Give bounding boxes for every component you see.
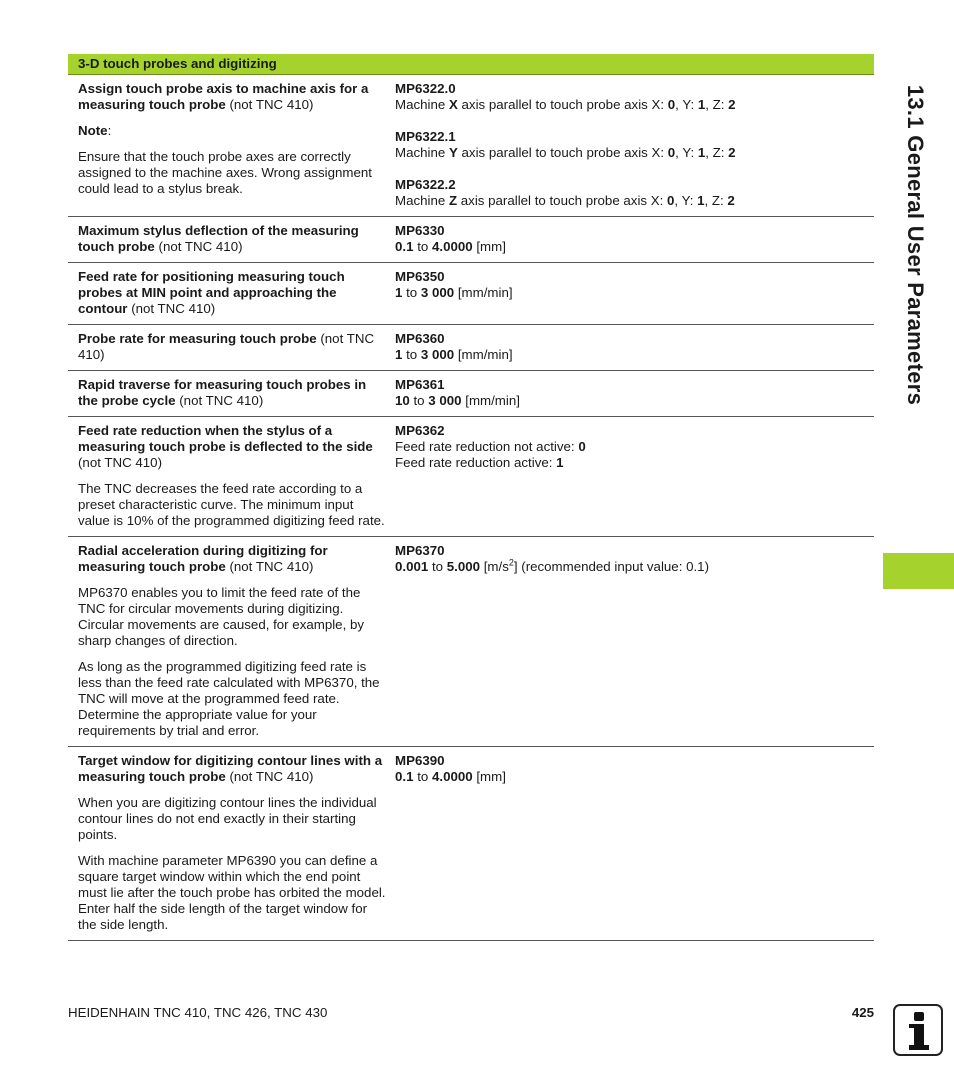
parameter-description: [68, 223, 386, 255]
parameter-note: (not TNC 410): [175, 393, 264, 408]
parameter-title: Maximum stylus deflection of the measuring touch probe: [78, 223, 359, 254]
parameter-description: [68, 81, 386, 209]
table-row: [68, 537, 874, 747]
parameter-values: [386, 753, 874, 933]
parameter-note: (not TNC 410): [225, 97, 314, 112]
parameter-note: (not TNC 410): [225, 559, 314, 574]
parameter-description: [68, 377, 386, 409]
mp-code: MP6370: [395, 543, 445, 558]
table-row: [68, 325, 874, 371]
mp-code: MP6360: [395, 331, 445, 346]
parameter-title: Assign touch probe axis to machine axis for a measuring touch probe: [78, 81, 369, 112]
info-icon: [893, 1004, 943, 1056]
page-number: 425: [851, 1005, 874, 1020]
parameter-description: [68, 423, 386, 529]
parameter-note: (not TNC 410): [154, 239, 243, 254]
chapter-side-title: [895, 80, 935, 410]
parameter-title: Feed rate reduction when the stylus of a measuring touch probe is deflected to the side: [78, 423, 373, 454]
parameter-title: Radial acceleration during digitizing for measuring touch probe: [78, 543, 328, 574]
parameter-title: Feed rate for positioning measuring touch probes at MIN point and approaching the contour: [78, 269, 345, 316]
mp-block: [395, 129, 874, 161]
mp-range: 1 to 3 000 [mm/min]: [395, 285, 513, 300]
parameter-description: [68, 753, 386, 933]
table-row: [68, 417, 874, 537]
table-row: [68, 263, 874, 325]
parameter-desc: When you are digitizing contour lines the individual contour lines do not end exactly in their starting points.: [78, 795, 377, 842]
table-row: [68, 75, 874, 217]
parameter-note: (not TNC 410): [127, 301, 216, 316]
mp-range: 10 to 3 000 [mm/min]: [395, 393, 520, 408]
parameter-title: Rapid traverse for measuring touch probes in the probe cycle: [78, 377, 367, 408]
mp-code: MP6322.0: [395, 81, 456, 96]
parameter-desc: MP6370 enables you to limit the feed rate of the TNC for circular movements during digitizing. Circular movements are caused, for example, by sharp changes of direction.: [78, 585, 364, 648]
parameter-desc: The TNC decreases the feed rate according to a preset characteristic curve. The minimum input value is 10% of the programmed digitizing feed rate.: [78, 481, 385, 528]
parameter-values: [386, 423, 874, 529]
footer-product: HEIDENHAIN TNC 410, TNC 426, TNC 430: [68, 1005, 328, 1020]
section-header: 3-D touch probes and digitizing: [68, 54, 874, 75]
mp-block: [395, 177, 874, 209]
mp-block: [395, 81, 874, 113]
parameter-title: Probe rate for measuring touch probe: [78, 331, 317, 346]
parameter-values: [386, 223, 874, 255]
parameter-title: Target window for digitizing contour lines with a measuring touch probe: [78, 753, 383, 784]
parameter-note: (not TNC 410): [78, 331, 375, 362]
parameter-desc: As long as the programmed digitizing feed rate is less than the feed rate calculated with MP6370, the TNC will move at the programmed feed rate. Determine the appropriate value for your requirements by trial and error.: [78, 659, 380, 738]
parameter-description: [68, 331, 386, 363]
parameter-description: [68, 269, 386, 317]
parameter-description: [68, 543, 386, 739]
mp-value-line: Machine Z axis parallel to touch probe axis X: 0, Y: 1, Z: 2: [395, 193, 735, 208]
mp-range: 0.1 to 4.0000 [mm]: [395, 239, 506, 254]
mp-code: MP6330: [395, 223, 445, 238]
mp-code: MP6322.2: [395, 177, 456, 192]
chapter-title-text: 13.1 General User Parameters: [903, 84, 928, 406]
note-label: Note: [78, 123, 108, 138]
mp-range: 1 to 3 000 [mm/min]: [395, 347, 513, 362]
parameter-values: [386, 269, 874, 317]
parameter-values: [386, 543, 874, 739]
parameter-note: (not TNC 410): [78, 455, 163, 470]
parameter-values: [386, 331, 874, 363]
parameter-values: [386, 377, 874, 409]
mp-option-line: Feed rate reduction not active: 0: [395, 439, 586, 454]
mp-code: MP6350: [395, 269, 445, 284]
chapter-tab-marker: [883, 553, 954, 589]
mp-code: MP6361: [395, 377, 445, 392]
table-row: [68, 747, 874, 941]
parameter-note: (not TNC 410): [225, 769, 314, 784]
table-row: [68, 217, 874, 263]
mp-range: 0.001 to 5.000 $[m/s^2]$ (recommended input value: 0.1): [395, 557, 709, 574]
parameter-desc: With machine parameter MP6390 you can define a square target window within which the end point must lie after the touch probe has orbited the model. Enter half the side length of the target window for the side length.: [78, 853, 386, 932]
parameter-desc: Ensure that the touch probe axes are correctly assigned to the machine axes. Wrong assignment could lead to a stylus break.: [78, 149, 372, 196]
table-row: [68, 371, 874, 417]
parameter-values: [386, 81, 874, 209]
parameter-table: [68, 75, 874, 941]
mp-code: MP6362: [395, 423, 445, 438]
mp-range: 0.1 to 4.0000 [mm]: [395, 769, 506, 784]
mp-option-line: Feed rate reduction active: 1: [395, 455, 564, 470]
note-colon: :: [107, 123, 112, 138]
mp-value-line: Machine X axis parallel to touch probe axis X: 0, Y: 1, Z: 2: [395, 97, 736, 112]
mp-code: MP6390: [395, 753, 445, 768]
mp-value-line: Machine Y axis parallel to touch probe axis X: 0, Y: 1, Z: 2: [395, 145, 736, 160]
mp-code: MP6322.1: [395, 129, 456, 144]
